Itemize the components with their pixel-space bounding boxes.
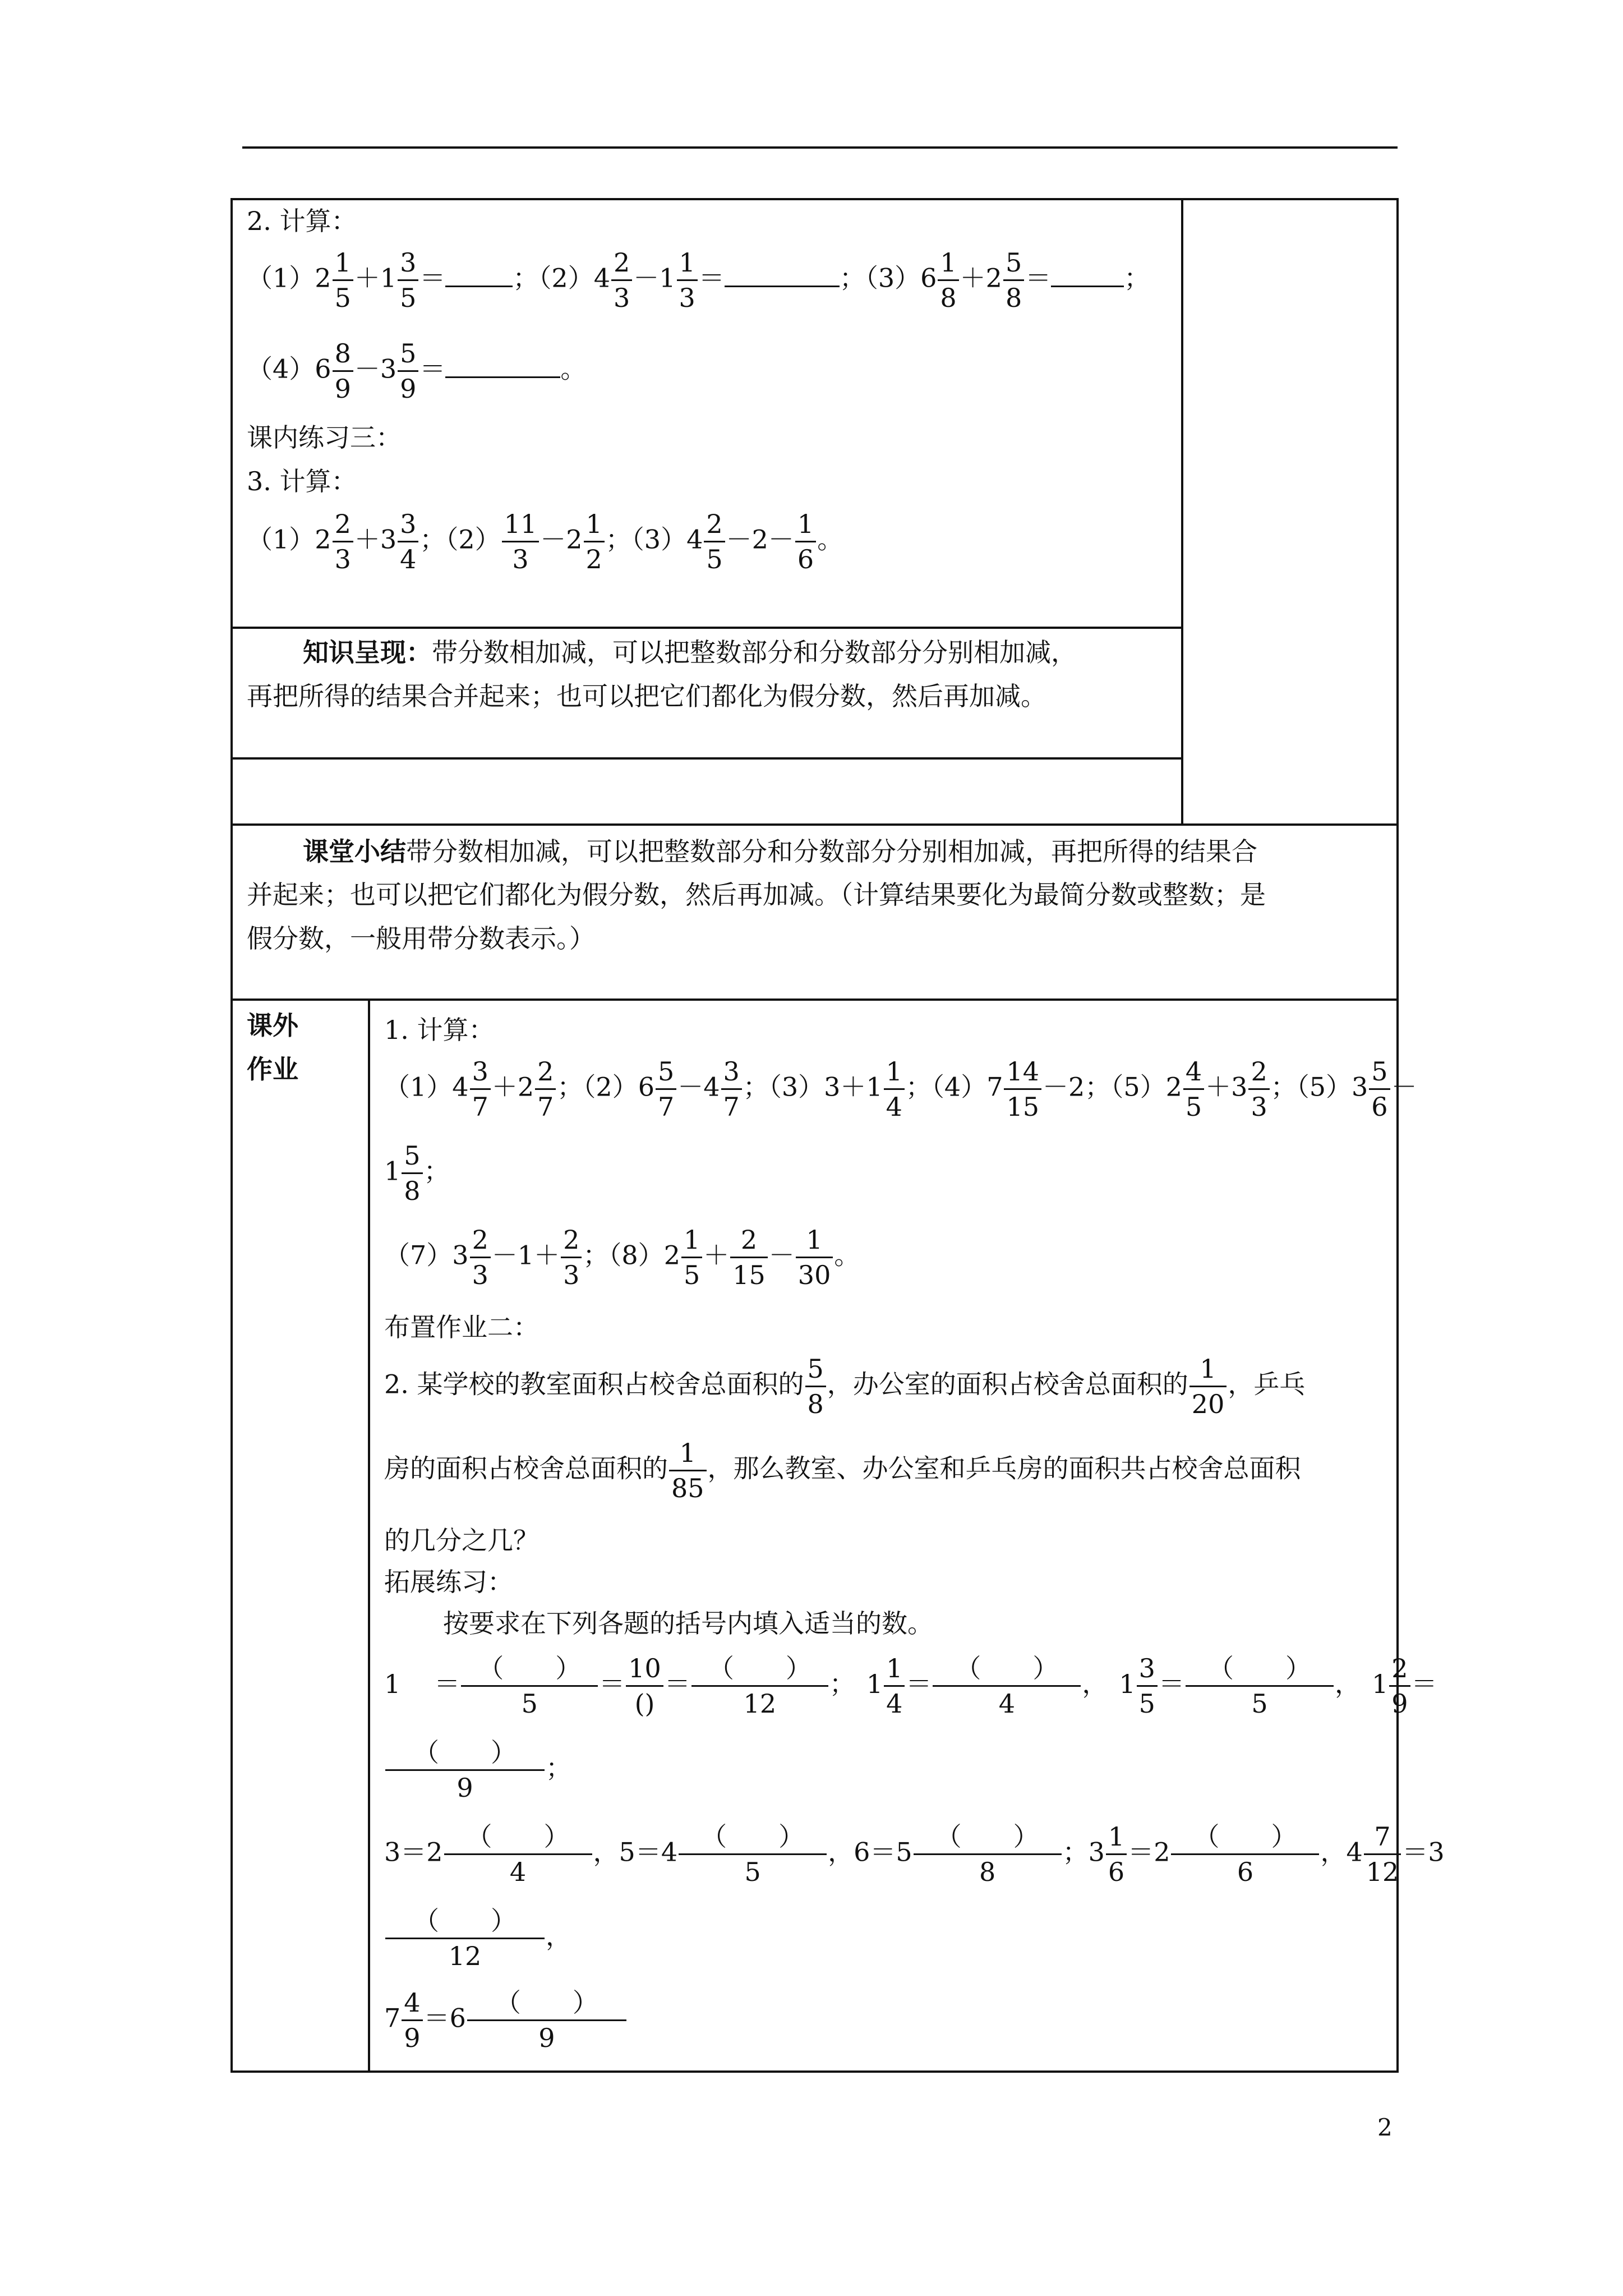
text: 2. 某学校的教室面积占校舍总面积的 bbox=[384, 1369, 804, 1400]
denominator: 12 bbox=[743, 1688, 777, 1719]
fraction bbox=[611, 246, 632, 315]
summary-line-2: 并起来；也可以把它们都化为假分数，然后再加减。（计算结果要化为最简分数或整数；是 bbox=[247, 880, 1266, 910]
answer-blank[interactable] bbox=[725, 265, 840, 287]
operator: －2 bbox=[540, 524, 583, 555]
fill-line-1-continued bbox=[384, 1736, 571, 1805]
numerator: 5 bbox=[1003, 246, 1024, 281]
expr: ＝3 bbox=[1402, 1837, 1445, 1867]
denominator: 9 bbox=[457, 1773, 473, 1803]
denominator: 2 bbox=[585, 544, 602, 574]
whole: 3 bbox=[452, 1240, 469, 1271]
denominator: 5 bbox=[334, 283, 351, 313]
denominator: 8 bbox=[940, 283, 957, 313]
denominator: 9 bbox=[404, 2023, 421, 2053]
numerator: 2 bbox=[611, 246, 632, 281]
numerator: 1 bbox=[669, 1436, 707, 1471]
numerator: 14 bbox=[1004, 1055, 1041, 1090]
operator: － bbox=[1391, 1071, 1417, 1102]
equals: ＝ bbox=[1411, 1668, 1437, 1699]
label: ；（3） bbox=[605, 524, 687, 555]
equals: ＝ bbox=[434, 1668, 460, 1699]
whole: 7 bbox=[384, 2003, 401, 2033]
fraction bbox=[1248, 1055, 1269, 1124]
denominator: 5 bbox=[1138, 1688, 1155, 1719]
blank-paren[interactable]: （ ） bbox=[1186, 1651, 1334, 1687]
denominator: 4 bbox=[886, 1688, 903, 1719]
fraction bbox=[333, 507, 353, 576]
punct: ； bbox=[546, 1752, 571, 1783]
header-rule bbox=[242, 146, 1398, 149]
fraction-blank bbox=[461, 1651, 598, 1720]
denominator: 5 bbox=[400, 283, 417, 313]
fill-line-2-continued bbox=[384, 1904, 571, 1973]
row-divider-4 bbox=[230, 999, 1399, 1001]
denominator: 3 bbox=[563, 1260, 580, 1290]
numerator: 1 bbox=[584, 507, 605, 542]
blank-paren[interactable]: （ ） bbox=[385, 1904, 545, 1939]
expr: ，4 bbox=[1320, 1837, 1363, 1867]
fraction bbox=[402, 1139, 422, 1208]
fraction bbox=[333, 337, 353, 406]
blank-paren[interactable]: （ ） bbox=[1171, 1820, 1319, 1855]
operator: －2－ bbox=[726, 524, 794, 555]
denominator: 9 bbox=[538, 2023, 555, 2053]
numerator: 1 bbox=[796, 1223, 833, 1258]
operator: ＋1 bbox=[354, 263, 397, 293]
fraction-blank bbox=[914, 1820, 1062, 1889]
label: ；（2） bbox=[557, 1071, 638, 1102]
denominator: 4 bbox=[509, 1857, 527, 1887]
label: （1） bbox=[384, 1071, 453, 1102]
denominator: 5 bbox=[521, 1688, 538, 1719]
summary-line-1 bbox=[303, 836, 1257, 867]
fraction bbox=[626, 1651, 663, 1720]
fraction bbox=[884, 1651, 905, 1720]
whole: 4 bbox=[686, 524, 703, 555]
operator: －1＋ bbox=[491, 1240, 560, 1271]
whole: 6 bbox=[638, 1071, 654, 1102]
whole: 1 bbox=[384, 1156, 401, 1186]
fraction bbox=[1183, 1055, 1204, 1124]
numerator: 2 bbox=[470, 1223, 491, 1258]
denominator: 7 bbox=[537, 1092, 554, 1122]
operator: ＋2 bbox=[491, 1071, 534, 1102]
fraction bbox=[333, 246, 353, 315]
calc2-title: 2. 计算： bbox=[247, 206, 357, 236]
fraction-blank bbox=[385, 1736, 545, 1805]
equals: ＝ bbox=[1158, 1668, 1184, 1699]
row-divider-3 bbox=[230, 823, 1399, 826]
label: ；（8） bbox=[583, 1240, 664, 1271]
blank-paren[interactable]: （ ） bbox=[467, 1986, 626, 2021]
denominator: 8 bbox=[1005, 283, 1022, 313]
numerator: 3 bbox=[398, 246, 418, 281]
blank-paren[interactable]: （ ） bbox=[914, 1820, 1062, 1855]
punct: 。 bbox=[834, 1240, 860, 1271]
equals: ＝ bbox=[419, 353, 446, 384]
numerator: 3 bbox=[1137, 1651, 1158, 1687]
label: ；（3） bbox=[839, 263, 921, 293]
equals: ＝ bbox=[664, 1668, 690, 1699]
numerator: 4 bbox=[1183, 1055, 1204, 1090]
summary-line-3: 假分数，一般用带分数表示。） bbox=[247, 923, 595, 954]
expr: ＝2 bbox=[1128, 1837, 1170, 1867]
numerator: 5 bbox=[402, 1139, 422, 1174]
fraction bbox=[669, 1436, 707, 1505]
denominator: 5 bbox=[683, 1260, 700, 1290]
label: （7） bbox=[384, 1240, 453, 1271]
text: 房的面积占校舍总面积的 bbox=[384, 1453, 668, 1484]
fraction bbox=[938, 246, 958, 315]
whole: 2 bbox=[315, 524, 331, 555]
operator: ＋ bbox=[703, 1240, 730, 1271]
numerator: 5 bbox=[656, 1055, 676, 1090]
label: （4） bbox=[247, 353, 315, 384]
fraction bbox=[398, 507, 418, 576]
fraction bbox=[1189, 1352, 1227, 1421]
fraction bbox=[805, 1352, 826, 1421]
punct: ， bbox=[546, 1921, 571, 1952]
whole: 1 bbox=[1119, 1668, 1136, 1699]
assign2-title: 布置作业二： bbox=[384, 1312, 539, 1342]
whole: 1 bbox=[1371, 1668, 1389, 1699]
denominator: 12 bbox=[448, 1941, 482, 1971]
whole: 6 bbox=[315, 353, 331, 384]
word-problem-line-2 bbox=[384, 1436, 1301, 1505]
numerator: 2 bbox=[1248, 1055, 1269, 1090]
numerator: 7 bbox=[1364, 1820, 1401, 1855]
equals: ＝ bbox=[906, 1668, 932, 1699]
homework-line1 bbox=[384, 1055, 1417, 1124]
denominator: 20 bbox=[1191, 1389, 1225, 1419]
blank-paren[interactable]: （ ） bbox=[691, 1651, 828, 1687]
fraction bbox=[796, 1223, 833, 1292]
denominator: 15 bbox=[1006, 1092, 1040, 1122]
equals: ＝ bbox=[419, 263, 446, 293]
numerator: 2 bbox=[1389, 1651, 1410, 1687]
calc3-title: 3. 计算： bbox=[247, 466, 357, 496]
page-number: 2 bbox=[1377, 2114, 1393, 2141]
numerator: 2 bbox=[730, 1223, 768, 1258]
numerator: 2 bbox=[704, 507, 725, 542]
fraction bbox=[677, 246, 698, 315]
table-border-bottom bbox=[230, 2070, 1399, 2073]
denominator: 8 bbox=[807, 1389, 824, 1419]
numerator: 1 bbox=[884, 1651, 905, 1687]
numerator: 1 bbox=[681, 1223, 702, 1258]
calc3-line bbox=[247, 507, 843, 576]
whole: 3＋1 bbox=[824, 1071, 883, 1102]
numerator: 1 bbox=[938, 246, 958, 281]
equals: ＝ bbox=[698, 263, 725, 293]
calc2-line1 bbox=[247, 246, 1150, 315]
numerator: 1 bbox=[884, 1055, 905, 1090]
answer-blank[interactable] bbox=[1051, 265, 1124, 287]
fraction bbox=[1003, 246, 1024, 315]
denominator: 7 bbox=[723, 1092, 740, 1122]
whole: 3 bbox=[1352, 1071, 1368, 1102]
denominator: () bbox=[634, 1688, 655, 1719]
blank-paren[interactable]: （ ） bbox=[444, 1820, 592, 1855]
numerator: 10 bbox=[626, 1651, 663, 1687]
denominator: 9 bbox=[400, 374, 417, 404]
numerator: 1 bbox=[1106, 1820, 1127, 1855]
row-divider-2 bbox=[230, 757, 1182, 760]
fraction bbox=[1137, 1651, 1158, 1720]
expr: ＝6 bbox=[423, 2003, 466, 2033]
numerator: 8 bbox=[333, 337, 353, 372]
homework-line2 bbox=[384, 1223, 860, 1292]
answer-blank[interactable] bbox=[445, 265, 513, 287]
fraction bbox=[402, 1986, 422, 2055]
word-problem-line-1 bbox=[384, 1352, 1305, 1421]
equals: ＝ bbox=[599, 1668, 625, 1699]
number: 1 bbox=[384, 1668, 401, 1699]
blank-paren[interactable]: （ ） bbox=[933, 1651, 1081, 1687]
summary-label: 课堂小结 bbox=[303, 836, 406, 867]
answer-blank[interactable] bbox=[445, 356, 560, 378]
denominator: 4 bbox=[886, 1092, 902, 1122]
denominator: 5 bbox=[1251, 1688, 1268, 1719]
label: （1） bbox=[247, 263, 315, 293]
whole: 1 bbox=[866, 1668, 883, 1699]
calc2-line2 bbox=[247, 337, 586, 406]
fraction bbox=[1369, 1055, 1390, 1124]
expr: ；3 bbox=[1062, 1837, 1105, 1867]
knowledge-line-2: 再把所得的结果合并起来；也可以把它们都化为假分数，然后再加减。 bbox=[247, 681, 1046, 711]
label: ；（2） bbox=[419, 524, 501, 555]
fraction bbox=[1364, 1820, 1401, 1889]
numerator: 1 bbox=[1189, 1352, 1227, 1387]
denominator: 3 bbox=[334, 544, 351, 574]
punct: 。 bbox=[817, 524, 843, 555]
fraction bbox=[884, 1055, 905, 1124]
fraction bbox=[535, 1055, 556, 1124]
whole: 7 bbox=[986, 1071, 1003, 1102]
row-divider-1 bbox=[230, 627, 1182, 629]
expr: ，5＝4 bbox=[593, 1837, 678, 1867]
numerator: 1 bbox=[333, 246, 353, 281]
summary-text-1: 带分数相加减，可以把整数部分和分数部分分别相加减，再把所得的结果合 bbox=[406, 836, 1257, 867]
fraction bbox=[795, 507, 816, 576]
punct: ； bbox=[829, 1668, 855, 1699]
table-border-right bbox=[1396, 198, 1399, 2073]
denominator: 5 bbox=[706, 544, 723, 574]
fraction-blank bbox=[444, 1820, 592, 1889]
numerator: 1 bbox=[795, 507, 816, 542]
fraction-blank bbox=[933, 1651, 1081, 1720]
label: ；（2） bbox=[513, 263, 594, 293]
denominator: 8 bbox=[979, 1857, 996, 1887]
homework-label-divider bbox=[368, 999, 370, 2072]
fraction bbox=[584, 507, 605, 576]
fill-line-2 bbox=[384, 1820, 1445, 1889]
blank-paren[interactable]: （ ） bbox=[679, 1820, 827, 1855]
fraction bbox=[681, 1223, 702, 1292]
fraction bbox=[502, 507, 540, 576]
denominator: 15 bbox=[732, 1260, 766, 1290]
numerator: 1 bbox=[677, 246, 698, 281]
extend-intro: 按要求在下列各题的括号内填入适当的数。 bbox=[443, 1608, 933, 1639]
denominator: 9 bbox=[1391, 1688, 1408, 1719]
denominator: 3 bbox=[1251, 1092, 1267, 1122]
text: ，那么教室、办公室和乒乓房的面积共占校舍总面积 bbox=[707, 1453, 1301, 1484]
label: ；（5） bbox=[1270, 1071, 1352, 1102]
whole: 2 bbox=[1165, 1071, 1182, 1102]
denominator: 85 bbox=[671, 1473, 704, 1503]
denominator: 8 bbox=[404, 1176, 421, 1206]
practice3-title: 课内练习三： bbox=[247, 422, 402, 453]
denominator: 3 bbox=[472, 1260, 488, 1290]
numerator: 5 bbox=[398, 337, 418, 372]
homework-line1-continued bbox=[384, 1139, 450, 1208]
numerator: 3 bbox=[470, 1055, 491, 1090]
label: ；（3） bbox=[743, 1071, 824, 1102]
fraction bbox=[1106, 1820, 1127, 1889]
fraction bbox=[470, 1223, 491, 1292]
fraction-blank bbox=[1171, 1820, 1319, 1889]
blank-paren[interactable]: （ ） bbox=[461, 1651, 598, 1687]
fraction bbox=[730, 1223, 768, 1292]
fraction-blank bbox=[467, 1986, 626, 2055]
inner-divider-vertical bbox=[1181, 198, 1183, 825]
whole: 6 bbox=[920, 263, 937, 293]
homework-label-2: 作业 bbox=[247, 1054, 298, 1084]
knowledge-label: 知识呈现： bbox=[303, 637, 432, 668]
denominator: 5 bbox=[744, 1857, 761, 1887]
numerator: 2 bbox=[333, 507, 353, 542]
numerator: 4 bbox=[402, 1986, 422, 2021]
fraction bbox=[704, 507, 725, 576]
operator: －3 bbox=[354, 353, 397, 384]
numerator: 5 bbox=[805, 1352, 826, 1387]
punct: ， bbox=[1334, 1668, 1361, 1699]
operator: －2 bbox=[1043, 1071, 1085, 1102]
denominator: 30 bbox=[797, 1260, 831, 1290]
text: ，办公室的面积占校舍总面积的 bbox=[827, 1369, 1188, 1400]
whole: 2 bbox=[315, 263, 331, 293]
numerator: 2 bbox=[535, 1055, 556, 1090]
operator: ＋3 bbox=[354, 524, 397, 555]
fraction-blank bbox=[385, 1904, 545, 1973]
punct: ； bbox=[423, 1156, 450, 1186]
whole: 4 bbox=[452, 1071, 469, 1102]
fraction bbox=[561, 1223, 582, 1292]
fraction bbox=[1389, 1651, 1410, 1720]
numerator: 11 bbox=[502, 507, 540, 542]
numerator: 3 bbox=[721, 1055, 742, 1090]
denominator: 6 bbox=[1237, 1857, 1254, 1887]
fraction bbox=[398, 246, 418, 315]
numerator: 5 bbox=[1369, 1055, 1390, 1090]
punct: ， bbox=[1082, 1668, 1108, 1699]
fraction bbox=[398, 337, 418, 406]
punct: 。 bbox=[560, 353, 587, 384]
denominator: 12 bbox=[1366, 1857, 1399, 1887]
fraction-blank bbox=[691, 1651, 828, 1720]
extend-title: 拓展练习： bbox=[384, 1567, 513, 1597]
label: （1） bbox=[247, 524, 315, 555]
fraction bbox=[656, 1055, 676, 1124]
denominator: 4 bbox=[998, 1688, 1016, 1719]
denominator: 7 bbox=[472, 1092, 488, 1122]
fill-line-1 bbox=[384, 1651, 1437, 1720]
denominator: 6 bbox=[1371, 1092, 1388, 1122]
expr: 3＝2 bbox=[384, 1837, 443, 1867]
denominator: 4 bbox=[400, 544, 417, 574]
fraction bbox=[1004, 1055, 1041, 1124]
denominator: 7 bbox=[657, 1092, 675, 1122]
table-border-top bbox=[230, 198, 1399, 200]
equals: ＝ bbox=[1025, 263, 1052, 293]
blank-paren[interactable]: （ ） bbox=[385, 1736, 545, 1771]
label: ；（4） bbox=[905, 1071, 987, 1102]
fraction-blank bbox=[1186, 1651, 1334, 1720]
label: ；（5） bbox=[1085, 1071, 1166, 1102]
fill-line-3 bbox=[384, 1986, 628, 2055]
denominator: 6 bbox=[797, 544, 814, 574]
denominator: 3 bbox=[679, 283, 695, 313]
fraction-blank bbox=[679, 1820, 827, 1889]
operator: －4 bbox=[677, 1071, 720, 1102]
fraction bbox=[470, 1055, 491, 1124]
expr: ，6＝5 bbox=[828, 1837, 912, 1867]
operator: －1 bbox=[633, 263, 676, 293]
knowledge-text-1: 带分数相加减，可以把整数部分和分数部分分别相加减， bbox=[432, 637, 1077, 668]
punct: ； bbox=[1124, 263, 1150, 293]
denominator: 9 bbox=[334, 374, 351, 404]
homework-label-1: 课外 bbox=[247, 1010, 298, 1041]
numerator: 2 bbox=[561, 1223, 582, 1258]
table-border-left bbox=[230, 198, 233, 2073]
homework-calc1-title: 1. 计算： bbox=[384, 1015, 495, 1045]
fraction bbox=[721, 1055, 742, 1124]
text: ，乒乓 bbox=[1228, 1369, 1306, 1400]
numerator: 3 bbox=[398, 507, 418, 542]
whole: 2 bbox=[663, 1240, 680, 1271]
denominator: 3 bbox=[613, 283, 630, 313]
denominator: 3 bbox=[512, 544, 529, 574]
whole: 4 bbox=[593, 263, 610, 293]
operator: ＋3 bbox=[1205, 1071, 1248, 1102]
denominator: 5 bbox=[1185, 1092, 1202, 1122]
knowledge-line-1 bbox=[303, 637, 1077, 668]
operator: － bbox=[768, 1240, 795, 1271]
denominator: 6 bbox=[1108, 1857, 1125, 1887]
word-problem-line-3: 的几分之几？ bbox=[384, 1525, 539, 1556]
operator: ＋2 bbox=[960, 263, 1002, 293]
